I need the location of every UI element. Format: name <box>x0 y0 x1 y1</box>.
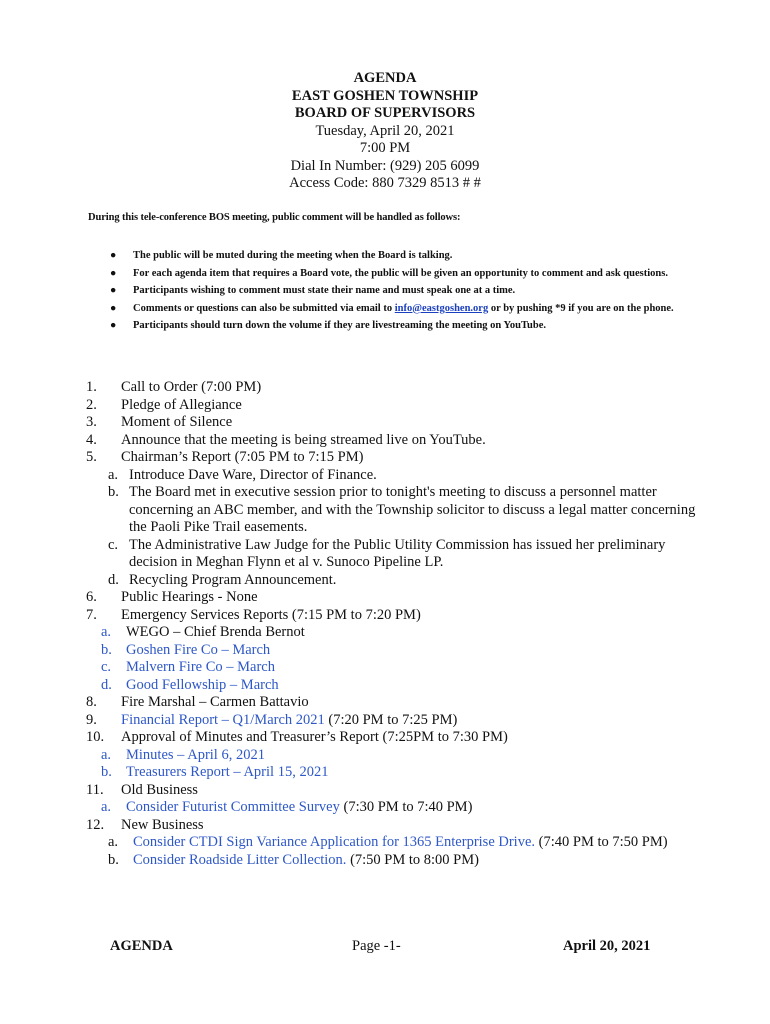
public-comment-intro: During this tele-conference BOS meeting, public comment will be handled as follows: <box>88 212 461 223</box>
bullet-icon: ● <box>110 285 117 296</box>
rule-item: ● Comments or questions can also be submitted via email to info@eastgoshen.org or by pushing *9 if you are on the phone. <box>105 302 695 317</box>
agenda-item-silence: 3. Moment of Silence <box>86 414 233 430</box>
sub-item: a. Consider CTDI Sign Variance Application for 1365 Enterprise Drive. (7:40 PM to 7:50 PM) <box>108 834 668 850</box>
meeting-date: Tuesday, April 20, 2021 <box>315 122 455 139</box>
agenda-item-public-hearings: 6. Public Hearings - None <box>86 589 258 605</box>
rule-item: ● Participants should turn down the volume if they are livestreaming the meeting on YouTube. <box>105 319 695 334</box>
agenda-item-chairmans-report: 5. Chairman’s Report (7:05 PM to 7:15 PM) <box>86 449 364 465</box>
agenda-header <box>0 70 770 193</box>
agenda-item-old-business: 11. Old Business <box>86 781 198 798</box>
public-comment-rules <box>105 249 695 337</box>
sub-item: a. Consider Futurist Committee Survey (7:30 PM to 7:40 PM) <box>101 799 473 815</box>
agenda-item-new-business: 12. New Business <box>86 816 204 833</box>
sub-item: b. The Board met in executive session prior to tonight's meeting to discuss a personnel matter concerning an ABC member, and with the Township solicitor to discuss a legal matter concerning the Paoli Pike Trail easements. <box>108 484 696 535</box>
sub-item: a. Introduce Dave Ware, Director of Finance. <box>108 466 377 483</box>
agenda-item-approval-minutes: 10. Approval of Minutes and Treasurer’s Report (7:25PM to 7:30 PM) <box>86 729 508 745</box>
ctdi-variance-link[interactable]: Consider CTDI Sign Variance Application for 1365 Enterprise Drive. <box>133 834 536 850</box>
agenda-item-fire-marshal: 8. Fire Marshal – Carmen Battavio <box>86 694 309 710</box>
litter-collection-link[interactable]: Consider Roadside Litter Collection. <box>133 851 347 868</box>
meeting-time: 7:00 PM <box>359 140 411 156</box>
agenda-title: AGENDA <box>353 70 417 86</box>
sub-item: d. Recycling Program Announcement. <box>108 571 337 588</box>
page-footer <box>0 938 770 958</box>
bullet-icon: ● <box>110 320 117 331</box>
sub-item-link[interactable]: b. Goshen Fire Co – March <box>101 641 271 658</box>
financial-report-link[interactable]: Financial Report – Q1/March 2021 <box>121 711 325 728</box>
footer-left: AGENDA <box>110 938 173 954</box>
sub-item-link[interactable]: a. Minutes – April 6, 2021 <box>101 746 265 763</box>
bullet-icon: ● <box>110 302 117 314</box>
futurist-survey-link[interactable]: Consider Futurist Committee Survey <box>126 799 340 815</box>
access-code: Access Code: 880 7329 8513 # # <box>289 175 481 191</box>
agenda-item-emergency-services: 7. Emergency Services Reports (7:15 PM to 7:20 PM) <box>86 606 421 623</box>
bullet-icon: ● <box>110 267 117 279</box>
sub-item: a. WEGO – Chief Brenda Bernot <box>101 624 305 640</box>
agenda-item-call-to-order: 1. Call to Order (7:00 PM) <box>86 379 262 395</box>
agenda-item-financial-report: 9. Financial Report – Q1/March 2021 (7:20 PM to 7:25 PM) <box>86 711 458 728</box>
township-name: EAST GOSHEN TOWNSHIP <box>291 87 479 104</box>
sub-item-link[interactable]: b. Treasurers Report – April 15, 2021 <box>101 764 329 780</box>
rule-item: ● For each agenda item that requires a Board vote, the public will be given an opportunity to comment and ask questions. <box>105 267 695 282</box>
agenda-item-pledge: 2. Pledge of Allegiance <box>86 396 242 413</box>
page-number: Page -1- <box>352 938 401 954</box>
email-link[interactable]: info@eastgoshen.org <box>394 302 489 314</box>
agenda-list <box>86 379 706 869</box>
bullet-icon: ● <box>110 250 117 261</box>
agenda-item-youtube: 4. Announce that the meeting is being streamed live on YouTube. <box>86 431 486 448</box>
rule-item: ● The public will be muted during the meeting when the Board is talking. <box>105 249 695 264</box>
footer-date: April 20, 2021 <box>563 938 651 954</box>
dial-in-number: Dial In Number: (929) 205 6099 <box>290 157 480 174</box>
board-name: BOARD OF SUPERVISORS <box>294 105 476 121</box>
sub-item-link[interactable]: c. Malvern Fire Co – March <box>101 659 275 675</box>
sub-item: b. Consider Roadside Litter Collection. (7:50 PM to 8:00 PM) <box>108 851 479 868</box>
sub-item: c. The Administrative Law Judge for the Public Utility Commission has issued her preliminary decision in Meghan Flynn et al v. Sunoco Pipeline LP. <box>108 536 666 570</box>
sub-item-link[interactable]: d. Good Fellowship – March <box>101 676 279 693</box>
rule-item: ● Participants wishing to comment must state their name and must speak one at a time. <box>105 284 695 299</box>
